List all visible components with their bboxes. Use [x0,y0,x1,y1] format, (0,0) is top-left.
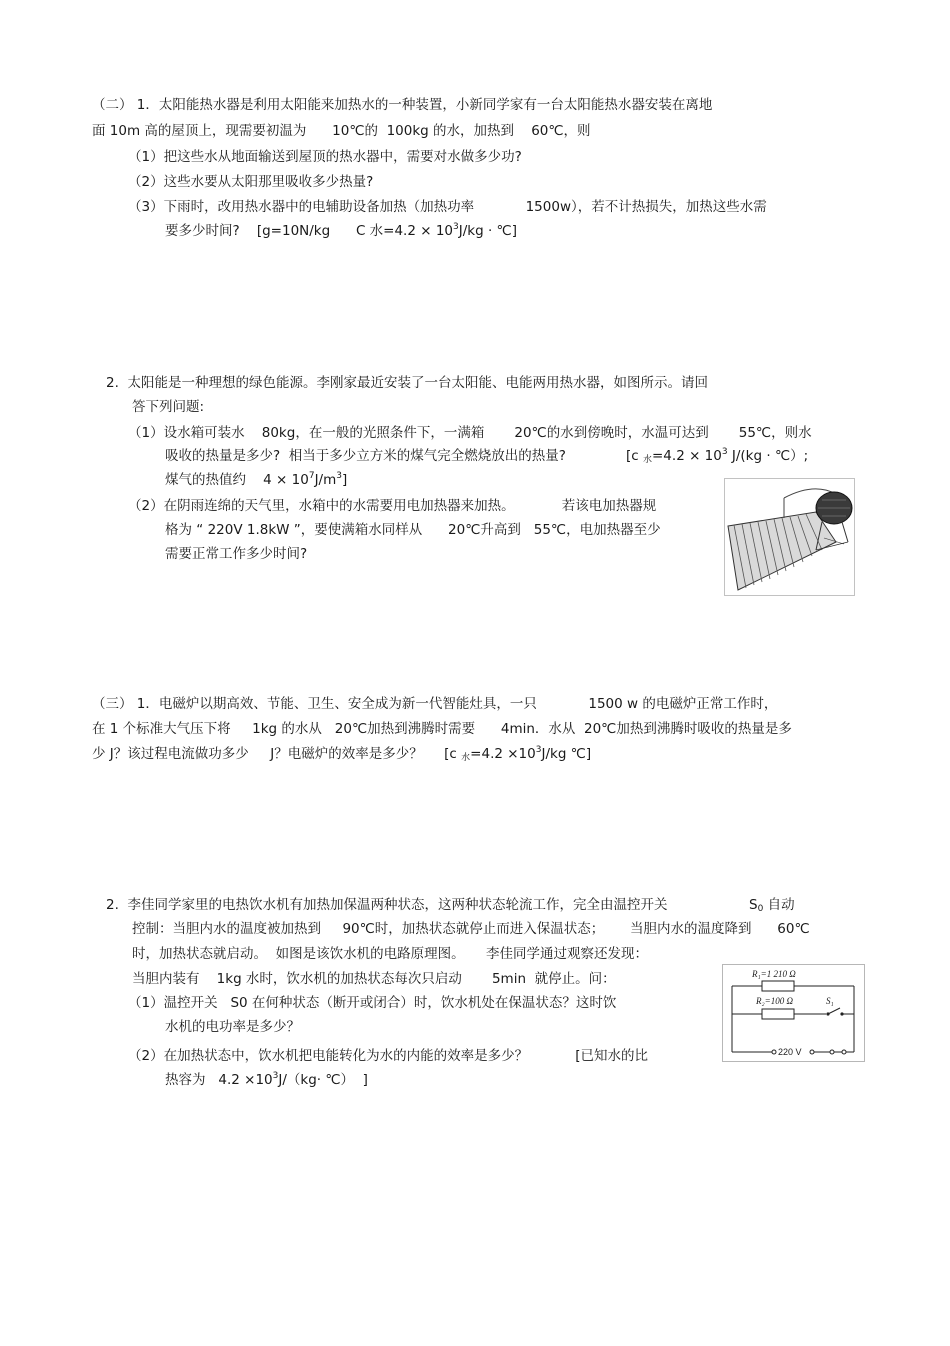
s2-q1-part1: （1）把这些水从地面输送到屋顶的热水器中，需要对水做多少功? [128,149,522,165]
s2-q1-part2: （2）这些水要从太阳那里吸收多少热量? [128,174,374,190]
r1-label: R₁=1 210 Ω [752,969,796,979]
s2-q1-line2: 面 10m 高的屋顶上，现需要初温为 10℃的 100kg 的水，加热到 60℃，则 [92,123,591,139]
s3-q2-part2-line2: 热容为 $4.2 \times 10^3J/(kg\cdot$ ℃） ] [165,1071,368,1088]
s3-q2-line3: 时，加热状态就启动。 如图是该饮水机的电路原理图。 李佳同学通过观察还发现： [132,946,649,962]
s2-q1-line1: （二） 1．太阳能热水器是利用太阳能来加热水的一种装置，小新同学家有一台太阳能热水器安装在离地 [92,97,713,113]
s2-q2-line2: 答下列问题: [132,399,205,415]
source-label: 220 V [778,1047,802,1057]
s3-q2-part2-line1: （2）在加热状态中，饮水机把电能转化为水的内能的效率是多少？ [已知水的比 [128,1048,649,1064]
s3-q2-line4: 当胆内装有 1kg 水时，饮水机的加热状态每次只启动 5min 就停止。问： [132,971,616,987]
s2-q2-part2-line1: （2）在阴雨连绵的天气里，水箱中的水需要用电加热器来加热。 若该电加热器规 [128,498,657,514]
s3-q2-line1: 2. 李佳同学家里的电热饮水机有加热加保温两种状态，这两种状态轮流工作，完全由温控开关 $S_0$ 自动 [106,897,795,914]
s2-q2-part1-line1: （1）设水箱可装水 80kg，在一般的光照条件下，一满箱 20℃的水到傍晚时，水温可达到 55℃，则水 [128,425,812,441]
r2-label: R₂=100 Ω [756,996,793,1006]
resistor-r2 [762,1009,794,1019]
solar-heater-drawing [724,478,855,596]
circuit-drawing [722,964,865,1062]
s3-q2-line2: 控制：当胆内水的温度被加热到 90℃时，加热状态就停止而进入保温状态； 当胆内水的温度降到 60℃ [132,921,810,937]
s2-q2-part2-line2: 格为 “ 220V 1.8kW ”，要使满箱水同样从 20℃升高到 55℃，电加热器至少 [165,522,661,538]
s3-q1-line3: 少 J？该过程电流做功多少 J？电磁炉的效率是多少？ [c $_水=4.2 \times 10^3J/kg$ ℃] [92,745,592,763]
resistor-r1 [762,981,794,991]
s2-q2-part2-line3: 需要正常工作多少时间? [165,546,308,562]
s3-q2-part1-line1: （1）温控开关 S0 在何种状态（断开或闭合）时，饮水机处在保温状态？这时饮 [128,995,617,1011]
switch-label: S₁ [826,996,834,1006]
s2-q1-part3-line1: （3）下雨时，改用热水器中的电辅助设备加热（加热功率 1500w），若不计热损失，加热这些水需 [128,199,767,215]
s3-q1-line2: 在 1 个标准大气压下将 1kg 的水从 20℃加热到沸腾时需要 4min．水从 20℃加热到沸腾时吸收的热量是多 [92,721,792,737]
s2-q1-part3-line2: 要多少时间? [g=10N/kg C 水$=4.2 \times 10^3J/kg$ · ℃] [165,222,517,239]
s2-q2-line1: 2. 太阳能是一种理想的绿色能源。李刚家最近安装了一台太阳能、电能两用热水器，如图所示。请回 [106,375,708,391]
s2-q2-part1-line3: 煤气的热值约 $4 \times 10^7J/m^3$] [165,471,348,488]
solar-heater-figure [724,478,855,596]
s3-q1-line1: （三） 1．电磁炉以期高效、节能、卫生、安全成为新一代智能灶具，一只 1500 w 的电磁炉正常工作时， [92,696,778,712]
s2-q2-part1-line2: 吸收的热量是多少? 相当于多少立方米的煤气完全燃烧放出的热量? [c $_水=4.2 \times 10^3$ J/(kg · ℃）; [165,447,809,465]
circuit-diagram [722,964,865,1062]
s3-q2-part1-line2: 水机的电功率是多少？ [165,1019,300,1035]
